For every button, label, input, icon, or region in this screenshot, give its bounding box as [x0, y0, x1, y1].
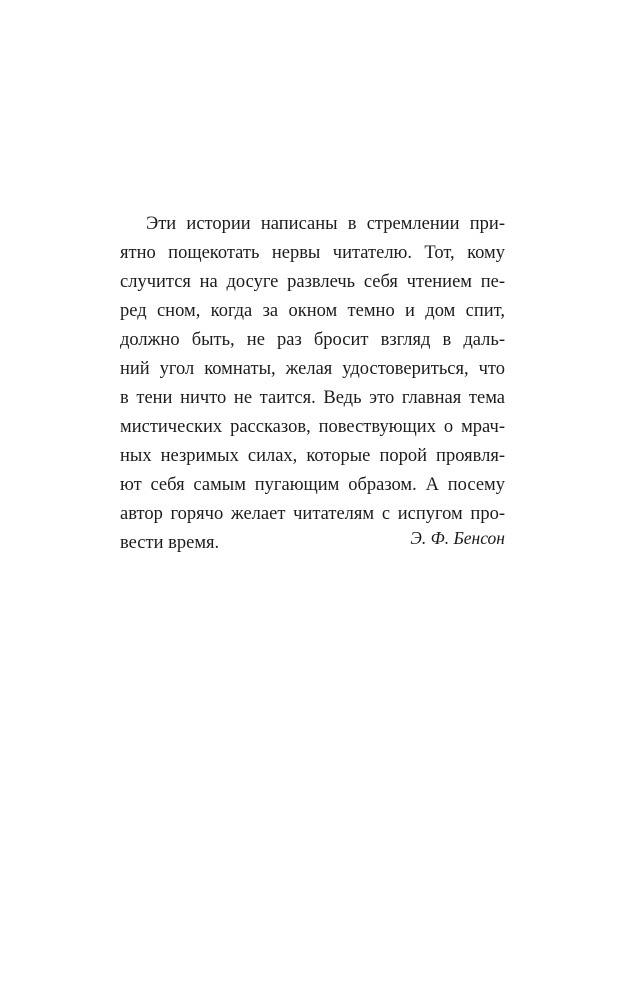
paragraph-line: автор горячо желает читателям с испугом про-	[120, 504, 505, 524]
paragraph-line: ятно пощекотать нервы читателю. Тот, кому	[120, 243, 505, 263]
paragraph-line: мистических рассказов, повествующих о мрач-	[120, 417, 505, 437]
paragraph-line: должно быть, не раз бросит взгляд в даль-	[120, 330, 505, 350]
paragraph-line: ний угол комнаты, желая удостовериться, что	[120, 359, 505, 379]
paragraph-line: в тени ничто не таится. Ведь это главная тема	[120, 388, 505, 408]
paragraph-line: ных незримых силах, которые порой проявля-	[120, 446, 505, 466]
paragraph-line: случится на досуге развлечь себя чтением пе-	[120, 272, 505, 292]
epigraph-paragraph	[120, 210, 505, 558]
author-signature: Э. Ф. Бенсон	[410, 528, 505, 548]
paragraph-line: ют себя самым пугающим образом. А посему	[120, 475, 505, 495]
paragraph-line: ред сном, когда за окном темно и дом спит,	[120, 301, 505, 321]
paragraph-line: вести время.	[120, 533, 220, 553]
paragraph-line: Эти истории написаны в стремлении при-	[146, 214, 505, 234]
